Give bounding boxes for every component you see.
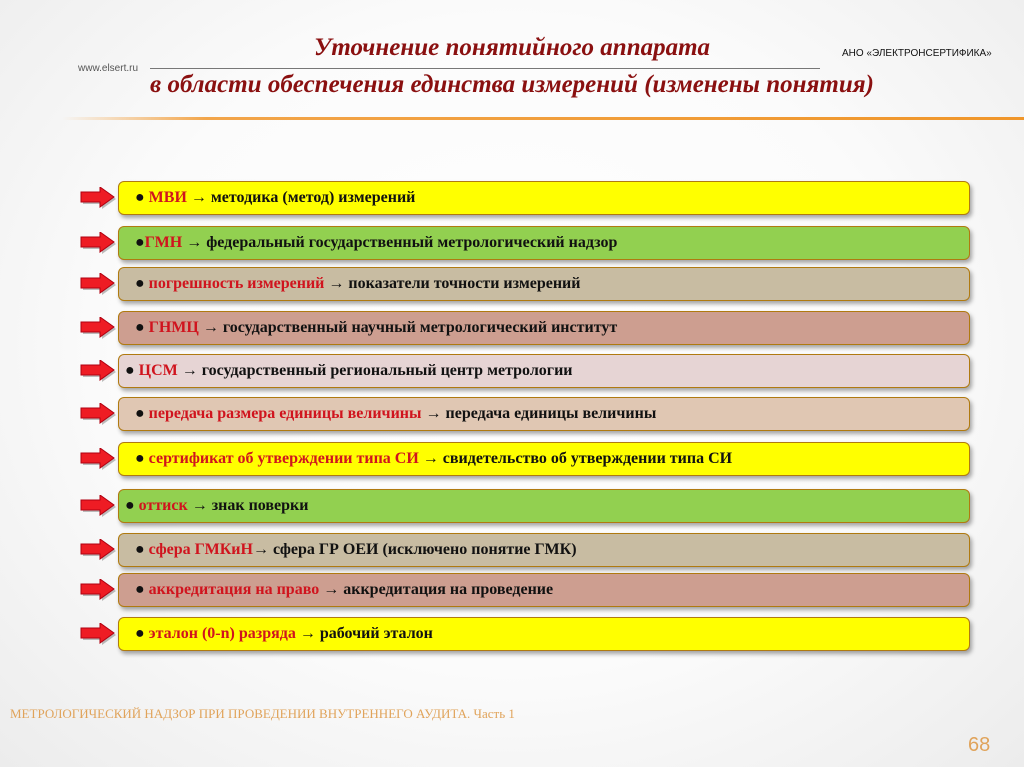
red-arrow-icon [80,187,118,209]
replacement-arrow: → [177,362,202,379]
term-bullet: ● [135,541,149,558]
term-row [118,573,970,607]
website-label: www.elsert.ru [78,63,139,74]
replacement-arrow: → [421,405,446,422]
replacement-arrow: → [187,497,212,514]
term-row [118,354,970,388]
term-row [118,442,970,476]
term-row [118,267,970,301]
term-bullet: ● [135,234,145,251]
new-term: показатели точности измерений [348,275,581,292]
replacement-arrow: → [324,275,349,292]
replacement-arrow: → [295,625,320,642]
term-bullet: ● [135,319,149,336]
new-term: федеральный государственный метрологический надзор [206,234,618,251]
new-term: рабочий эталон [319,625,433,642]
replacement-arrow: → [198,319,223,336]
new-term: государственный научный метрологический институт [222,319,618,336]
red-arrow-icon [80,539,118,561]
old-term: аккредитация на право [148,581,320,598]
term-row [118,181,970,215]
orange-divider [62,117,1024,120]
red-arrow-icon [80,360,118,382]
old-term: сфера ГМКиН [148,541,253,558]
new-term: передача единицы величины [445,405,657,422]
replacement-arrow: → [182,234,207,251]
old-term: сертификат об утверждении типа СИ [148,450,419,467]
term-bullet: ● [135,625,149,642]
title-divider [150,68,820,69]
new-term: свидетельство об утверждении типа СИ [442,450,733,467]
slide-title-line2: в области обеспечения единства измерений (изменены понятия) [150,71,874,98]
page-number: 68 [968,734,991,756]
term-bullet: ● [135,450,149,467]
term-bullet: ● [135,189,149,206]
new-term: государственный региональный центр метрологии [201,362,573,379]
red-arrow-icon [80,623,118,645]
term-row [118,311,970,345]
organization-label: АНО «ЭЛЕКТРОНСЕРТИФИКА» [842,48,992,59]
new-term: аккредитация на проведение [343,581,554,598]
term-bullet: ● [135,275,149,292]
term-row [118,489,970,523]
footer-text: МЕТРОЛОГИЧЕСКИЙ НАДЗОР ПРИ ПРОВЕДЕНИИ ВНУТРЕННЕГО АУДИТА. Часть 1 [10,706,515,721]
slide-title-line1: Уточнение понятийного аппарата [313,34,711,61]
term-bullet: ● [125,497,139,514]
red-arrow-icon [80,495,118,517]
new-term: методика (метод) измерений [210,189,416,206]
old-term: ГНМЦ [148,319,199,336]
red-arrow-icon [80,579,118,601]
red-arrow-icon [80,232,118,254]
term-bullet: ● [135,581,149,598]
new-term: знак поверки [211,497,309,514]
replacement-arrow: → [418,450,443,467]
old-term: эталон (0-n) разряда [148,625,296,642]
old-term: передача размера единицы величины [148,405,422,422]
new-term: сфера ГР ОЕИ (исключено понятие ГМК) [272,541,577,558]
red-arrow-icon [80,448,118,470]
replacement-arrow: → [319,581,344,598]
replacement-arrow: → [186,189,211,206]
old-term: оттиск [138,497,188,514]
old-term: ГМН [144,234,183,251]
term-row [118,226,970,260]
replacement-arrow: → [252,541,273,558]
term-bullet: ● [135,405,149,422]
red-arrow-icon [80,403,118,425]
term-row [118,533,970,567]
old-term: ЦСМ [138,362,178,379]
term-row [118,617,970,651]
red-arrow-icon [80,317,118,339]
red-arrow-icon [80,273,118,295]
term-bullet: ● [125,362,139,379]
term-row [118,397,970,431]
old-term: погрешность измерений [148,275,325,292]
old-term: МВИ [148,189,187,206]
